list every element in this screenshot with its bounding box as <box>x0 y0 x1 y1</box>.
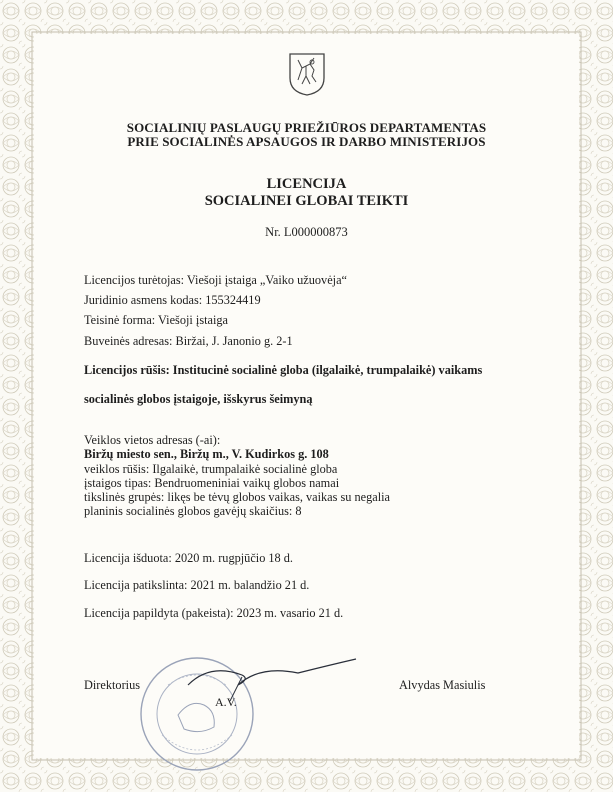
date-verified: Licencija patikslinta: 2021 m. balandžio 21 d. <box>84 578 310 592</box>
planned-capacity: planinis socialinės globos gavėjų skaičius: 8 <box>84 504 302 518</box>
date-amended: Licencija papildyta (pakeista): 2023 m. vasario 21 d. <box>84 606 344 620</box>
legal-form: Teisinė forma: Viešoji įstaiga <box>84 313 228 327</box>
registered-address: Buveinės adresas: Biržai, J. Janonio g. 2-1 <box>84 334 293 348</box>
date-issued: Licencija išduota: 2020 m. rugpjūčio 18 d. <box>84 551 294 565</box>
issuer-line-1: SOCIALINIŲ PASLAUGŲ PRIEŽIŪROS DEPARTAMENTAS <box>126 120 487 135</box>
target-groups: tikslinės grupės: likęs be tėvų globos vaikas, vaikas su negalia <box>84 490 390 504</box>
license-type-line-2: socialinės globos įstaigoje, išskyrus šeimyną <box>84 392 313 406</box>
activity-address: Biržų miesto sen., Biržų m., V. Kudirkos g. 108 <box>84 447 329 461</box>
signatory-name: Alvydas Masiulis <box>399 678 486 692</box>
document-title: LICENCIJA <box>266 176 347 192</box>
institution-type: įstaigos tipas: Bendruomeniniai vaikų globos namai <box>84 476 340 490</box>
legal-entity-code: Juridinio asmens kodas: 155324419 <box>84 293 261 307</box>
license-number: Nr. L000000873 <box>265 225 348 239</box>
license-holder: Licencijos turėtojas: Viešoji įstaiga „Vaiko užuovėja“ <box>84 273 347 287</box>
director-signature <box>180 655 360 705</box>
issuer-line-2: PRIE SOCIALINĖS APSAUGOS IR DARBO MINISTERIJOS <box>127 134 486 149</box>
document-subtitle: SOCIALINEI GLOBAI TEIKTI <box>204 193 409 209</box>
stamp-mark: A.V. <box>215 695 237 709</box>
license-type-line-1: Licencijos rūšis: Institucinė socialinė globa (ilgalaikė, trumpalaikė) vaikams <box>84 363 483 377</box>
signatory-position: Direktorius <box>84 678 141 692</box>
activity-address-label: Veiklos vietos adresas (-ai): <box>84 433 221 447</box>
coat-of-arms-icon <box>288 52 326 96</box>
activity-type: veiklos rūšis: Ilgalaikė, trumpalaikė socialinė globa <box>84 462 338 476</box>
